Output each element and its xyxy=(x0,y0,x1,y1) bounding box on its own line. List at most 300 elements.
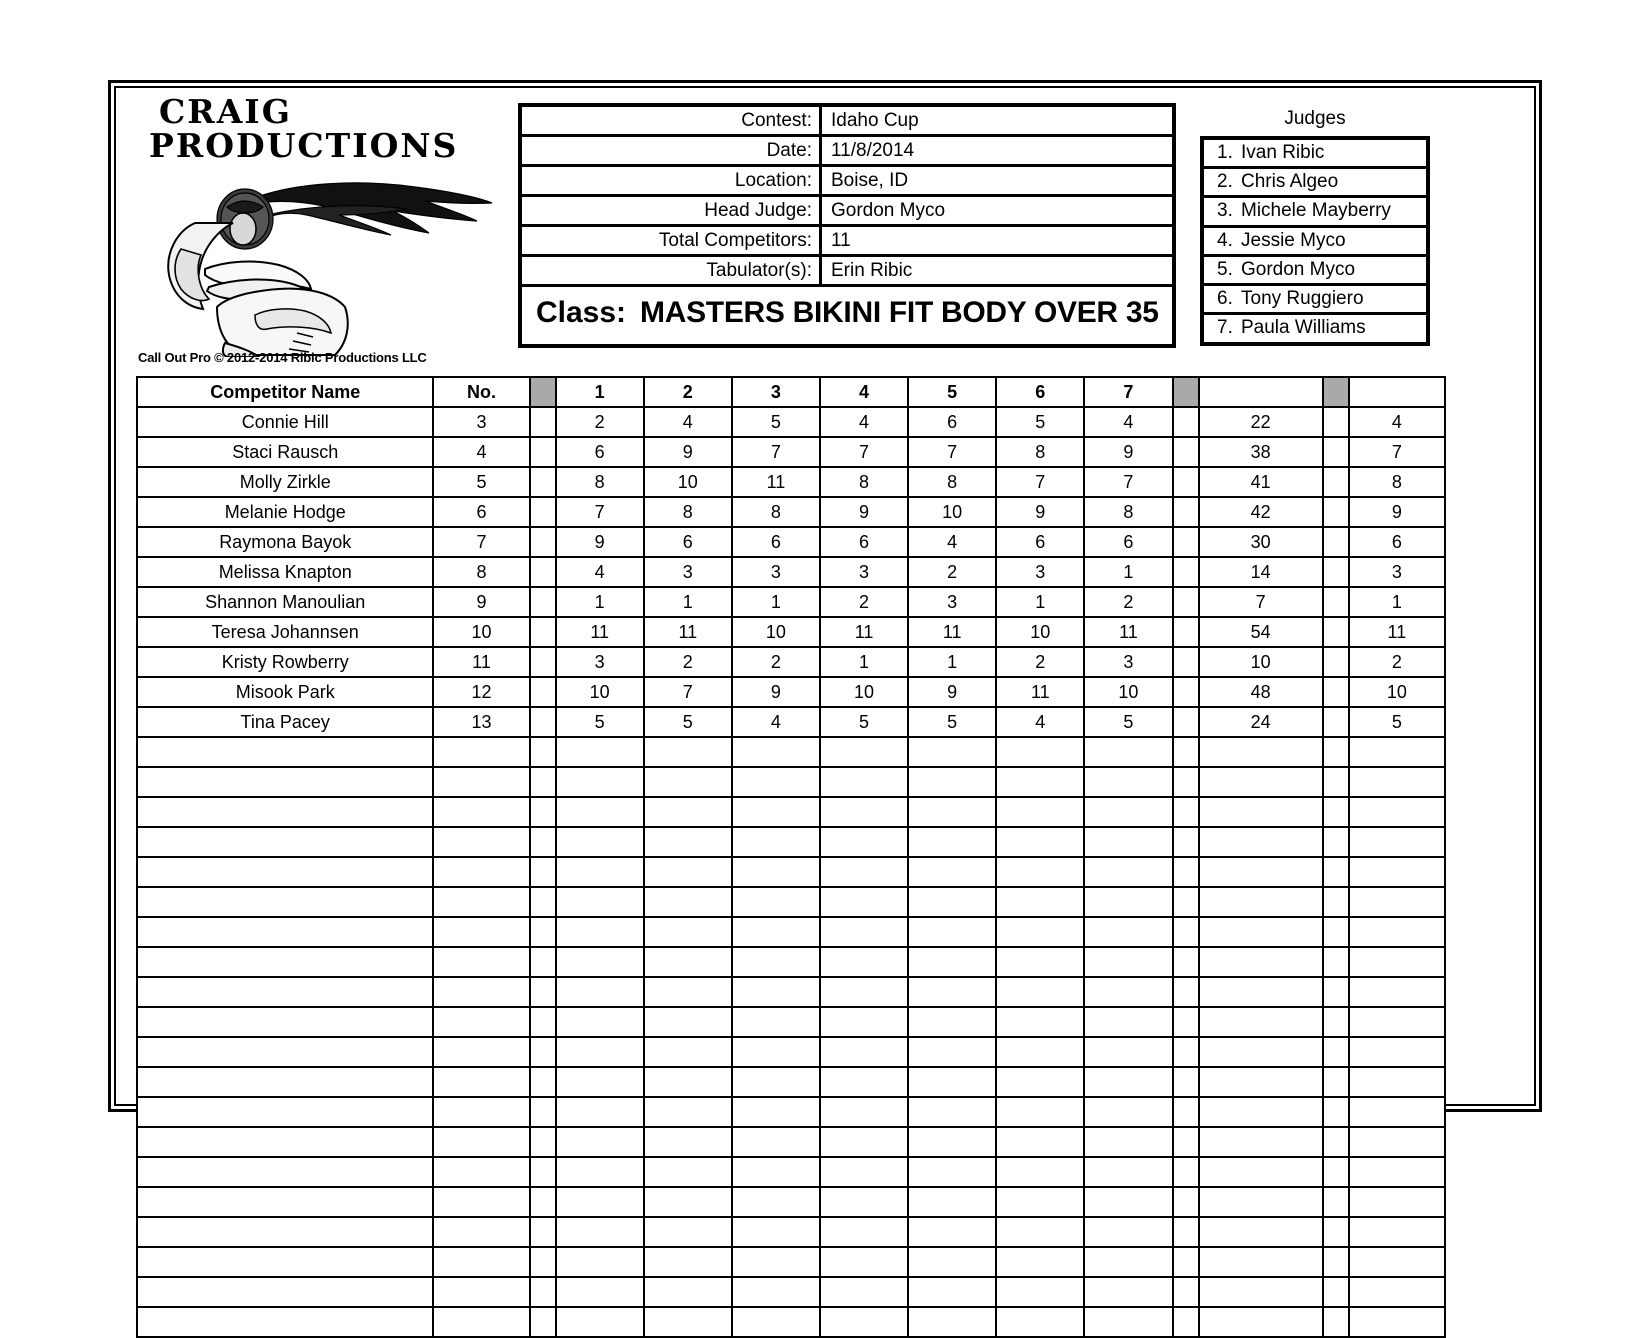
competitor-name-cell[interactable] xyxy=(137,767,433,797)
judge-6-score-cell[interactable] xyxy=(996,1277,1084,1307)
judge-2-score-cell[interactable] xyxy=(644,1007,732,1037)
judge-2-score-cell[interactable] xyxy=(644,1127,732,1157)
judge-4-score-cell[interactable]: 10 xyxy=(820,677,908,707)
judge-6-score-cell[interactable]: 8 xyxy=(996,437,1084,467)
judge-2-score-cell[interactable]: 3 xyxy=(644,557,732,587)
judge-6-score-cell[interactable]: 6 xyxy=(996,527,1084,557)
judge-3-score-cell[interactable] xyxy=(732,977,820,1007)
judge-3-score-cell[interactable] xyxy=(732,947,820,977)
judge-6-score-cell[interactable] xyxy=(996,1007,1084,1037)
judge-3-score-cell[interactable] xyxy=(732,1007,820,1037)
judge-5-score-cell[interactable] xyxy=(908,1097,996,1127)
competitor-number-cell[interactable]: 3 xyxy=(433,407,529,437)
judge-6-score-cell[interactable]: 1 xyxy=(996,587,1084,617)
judge-7-score-cell[interactable] xyxy=(1084,737,1172,767)
judge-3-score-cell[interactable]: 9 xyxy=(732,677,820,707)
judge-3-score-cell[interactable] xyxy=(732,1307,820,1337)
judge-3-score-cell[interactable] xyxy=(732,1157,820,1187)
judge-7-score-cell[interactable] xyxy=(1084,947,1172,977)
table-row[interactable] xyxy=(137,467,1445,497)
judge-3-score-cell[interactable]: 6 xyxy=(732,527,820,557)
judge-7-score-cell[interactable]: 7 xyxy=(1084,467,1172,497)
competitor-number-cell[interactable] xyxy=(433,917,529,947)
competitor-number-cell[interactable] xyxy=(433,1247,529,1277)
judge-1-score-cell[interactable] xyxy=(556,947,644,977)
competitor-name-cell[interactable] xyxy=(137,1247,433,1277)
judge-4-score-cell[interactable] xyxy=(820,1217,908,1247)
judge-4-score-cell[interactable] xyxy=(820,1307,908,1337)
table-row-empty[interactable] xyxy=(137,887,1445,917)
judge-7-score-cell[interactable]: 6 xyxy=(1084,527,1172,557)
judge-5-score-cell[interactable] xyxy=(908,977,996,1007)
table-row[interactable] xyxy=(137,587,1445,617)
judge-1-score-cell[interactable] xyxy=(556,917,644,947)
judge-5-score-cell[interactable]: 10 xyxy=(908,497,996,527)
competitor-name-cell[interactable]: Misook Park xyxy=(137,677,433,707)
judge-6-score-cell[interactable]: 4 xyxy=(996,707,1084,737)
judge-6-score-cell[interactable]: 2 xyxy=(996,647,1084,677)
judge-6-score-cell[interactable] xyxy=(996,827,1084,857)
judge-1-score-cell[interactable] xyxy=(556,1127,644,1157)
judge-5-score-cell[interactable]: 3 xyxy=(908,587,996,617)
judge-4-score-cell[interactable] xyxy=(820,797,908,827)
judge-7-score-cell[interactable]: 11 xyxy=(1084,617,1172,647)
judge-4-score-cell[interactable] xyxy=(820,917,908,947)
competitor-name-cell[interactable]: Shannon Manoulian xyxy=(137,587,433,617)
judge-4-score-cell[interactable]: 9 xyxy=(820,497,908,527)
judge-2-score-cell[interactable] xyxy=(644,827,732,857)
judge-6-score-cell[interactable] xyxy=(996,1187,1084,1217)
judge-3-score-cell[interactable] xyxy=(732,1247,820,1277)
judge-2-score-cell[interactable] xyxy=(644,1037,732,1067)
judge-4-score-cell[interactable]: 3 xyxy=(820,557,908,587)
judge-5-score-cell[interactable] xyxy=(908,1007,996,1037)
judge-1-score-cell[interactable] xyxy=(556,1097,644,1127)
competitor-name-cell[interactable]: Tina Pacey xyxy=(137,707,433,737)
competitor-number-cell[interactable] xyxy=(433,1217,529,1247)
competitor-number-cell[interactable] xyxy=(433,1277,529,1307)
judge-7-score-cell[interactable] xyxy=(1084,917,1172,947)
table-row-empty[interactable] xyxy=(137,1127,1445,1157)
judge-4-score-cell[interactable] xyxy=(820,1127,908,1157)
judge-3-score-cell[interactable] xyxy=(732,1067,820,1097)
competitor-name-cell[interactable] xyxy=(137,947,433,977)
judge-3-score-cell[interactable] xyxy=(732,827,820,857)
judge-3-score-cell[interactable]: 11 xyxy=(732,467,820,497)
table-row-empty[interactable] xyxy=(137,827,1445,857)
judge-3-score-cell[interactable] xyxy=(732,1127,820,1157)
judge-2-score-cell[interactable] xyxy=(644,1277,732,1307)
competitor-number-cell[interactable] xyxy=(433,857,529,887)
table-row-empty[interactable] xyxy=(137,1037,1445,1067)
judge-2-score-cell[interactable] xyxy=(644,977,732,1007)
table-row-empty[interactable] xyxy=(137,1247,1445,1277)
judge-6-score-cell[interactable] xyxy=(996,1307,1084,1337)
competitor-number-cell[interactable]: 8 xyxy=(433,557,529,587)
judge-7-score-cell[interactable] xyxy=(1084,1217,1172,1247)
judge-4-score-cell[interactable] xyxy=(820,977,908,1007)
table-row-empty[interactable] xyxy=(137,1157,1445,1187)
judge-2-score-cell[interactable]: 10 xyxy=(644,467,732,497)
judge-7-score-cell[interactable] xyxy=(1084,797,1172,827)
judge-2-score-cell[interactable]: 8 xyxy=(644,497,732,527)
judge-6-score-cell[interactable] xyxy=(996,797,1084,827)
judge-5-score-cell[interactable] xyxy=(908,1247,996,1277)
judge-2-score-cell[interactable]: 6 xyxy=(644,527,732,557)
judge-5-score-cell[interactable] xyxy=(908,767,996,797)
judge-1-score-cell[interactable] xyxy=(556,737,644,767)
judge-2-score-cell[interactable] xyxy=(644,1247,732,1277)
judge-4-score-cell[interactable] xyxy=(820,827,908,857)
competitor-name-cell[interactable] xyxy=(137,1037,433,1067)
competitor-name-cell[interactable]: Staci Rausch xyxy=(137,437,433,467)
judge-1-score-cell[interactable]: 4 xyxy=(556,557,644,587)
table-row-empty[interactable] xyxy=(137,1277,1445,1307)
judge-1-score-cell[interactable]: 2 xyxy=(556,407,644,437)
judge-1-score-cell[interactable] xyxy=(556,827,644,857)
judge-5-score-cell[interactable] xyxy=(908,827,996,857)
judge-2-score-cell[interactable] xyxy=(644,767,732,797)
judge-7-score-cell[interactable]: 2 xyxy=(1084,587,1172,617)
judge-4-score-cell[interactable] xyxy=(820,767,908,797)
judge-7-score-cell[interactable]: 5 xyxy=(1084,707,1172,737)
judge-3-score-cell[interactable] xyxy=(732,1097,820,1127)
judge-5-score-cell[interactable]: 8 xyxy=(908,467,996,497)
judge-6-score-cell[interactable] xyxy=(996,1097,1084,1127)
judge-2-score-cell[interactable]: 4 xyxy=(644,407,732,437)
competitor-name-cell[interactable] xyxy=(137,1097,433,1127)
judge-2-score-cell[interactable]: 1 xyxy=(644,587,732,617)
judge-2-score-cell[interactable] xyxy=(644,1217,732,1247)
competitor-name-cell[interactable] xyxy=(137,857,433,887)
judge-2-score-cell[interactable] xyxy=(644,1157,732,1187)
table-row-empty[interactable] xyxy=(137,797,1445,827)
judge-1-score-cell[interactable]: 10 xyxy=(556,677,644,707)
judge-2-score-cell[interactable]: 5 xyxy=(644,707,732,737)
judge-5-score-cell[interactable]: 6 xyxy=(908,407,996,437)
judge-3-score-cell[interactable]: 7 xyxy=(732,437,820,467)
competitor-number-cell[interactable] xyxy=(433,1037,529,1067)
judge-3-score-cell[interactable]: 10 xyxy=(732,617,820,647)
contest-value[interactable]: Idaho Cup xyxy=(831,110,919,131)
judge-1-score-cell[interactable] xyxy=(556,1247,644,1277)
table-row[interactable] xyxy=(137,527,1445,557)
judge-7-score-cell[interactable] xyxy=(1084,887,1172,917)
judge-4-score-cell[interactable] xyxy=(820,1067,908,1097)
judge-1-score-cell[interactable] xyxy=(556,887,644,917)
judge-3-score-cell[interactable] xyxy=(732,767,820,797)
judge-7-score-cell[interactable] xyxy=(1084,1067,1172,1097)
judge-1-score-cell[interactable]: 11 xyxy=(556,617,644,647)
judge-7-score-cell[interactable] xyxy=(1084,1127,1172,1157)
competitor-number-cell[interactable] xyxy=(433,1127,529,1157)
judge-7-score-cell[interactable] xyxy=(1084,1247,1172,1277)
judge-5-score-cell[interactable] xyxy=(908,737,996,767)
table-row-empty[interactable] xyxy=(137,1217,1445,1247)
judge-6-score-cell[interactable] xyxy=(996,767,1084,797)
judge-7-score-cell[interactable] xyxy=(1084,1037,1172,1067)
judge-7-score-cell[interactable] xyxy=(1084,767,1172,797)
table-row[interactable] xyxy=(137,707,1445,737)
competitor-number-cell[interactable] xyxy=(433,1157,529,1187)
competitor-name-cell[interactable] xyxy=(137,1157,433,1187)
judge-2-score-cell[interactable] xyxy=(644,857,732,887)
judge-6-score-cell[interactable] xyxy=(996,1037,1084,1067)
judge-4-score-cell[interactable]: 2 xyxy=(820,587,908,617)
competitor-number-cell[interactable]: 9 xyxy=(433,587,529,617)
competitor-name-cell[interactable]: Melissa Knapton xyxy=(137,557,433,587)
judge-6-score-cell[interactable]: 7 xyxy=(996,467,1084,497)
judge-7-score-cell[interactable]: 10 xyxy=(1084,677,1172,707)
judge-7-score-cell[interactable] xyxy=(1084,1307,1172,1337)
judge-5-score-cell[interactable] xyxy=(908,947,996,977)
table-row-empty[interactable] xyxy=(137,977,1445,1007)
judge-4-score-cell[interactable]: 1 xyxy=(820,647,908,677)
competitor-name-cell[interactable]: Melanie Hodge xyxy=(137,497,433,527)
judge-2-score-cell[interactable] xyxy=(644,737,732,767)
judge-7-score-cell[interactable]: 9 xyxy=(1084,437,1172,467)
judge-1-score-cell[interactable] xyxy=(556,1007,644,1037)
date-value[interactable]: 11/8/2014 xyxy=(831,140,915,161)
competitor-number-cell[interactable]: 6 xyxy=(433,497,529,527)
judge-5-score-cell[interactable] xyxy=(908,1127,996,1157)
table-row-empty[interactable] xyxy=(137,737,1445,767)
judge-5-score-cell[interactable] xyxy=(908,1307,996,1337)
judge-1-score-cell[interactable] xyxy=(556,1067,644,1097)
competitor-name-cell[interactable]: Raymona Bayok xyxy=(137,527,433,557)
judge-3-score-cell[interactable]: 8 xyxy=(732,497,820,527)
judge-5-score-cell[interactable] xyxy=(908,797,996,827)
judge-1-score-cell[interactable]: 7 xyxy=(556,497,644,527)
judge-2-score-cell[interactable] xyxy=(644,1307,732,1337)
judge-1-score-cell[interactable] xyxy=(556,857,644,887)
competitor-number-cell[interactable] xyxy=(433,977,529,1007)
competitor-name-cell[interactable] xyxy=(137,917,433,947)
competitor-number-cell[interactable] xyxy=(433,887,529,917)
competitor-name-cell[interactable]: Molly Zirkle xyxy=(137,467,433,497)
total-competitors-value[interactable]: 11 xyxy=(831,230,851,251)
judge-4-score-cell[interactable]: 4 xyxy=(820,407,908,437)
judge-7-score-cell[interactable] xyxy=(1084,1007,1172,1037)
judge-6-score-cell[interactable] xyxy=(996,1247,1084,1277)
judge-6-score-cell[interactable] xyxy=(996,737,1084,767)
judge-5-score-cell[interactable] xyxy=(908,857,996,887)
judge-7-score-cell[interactable] xyxy=(1084,1277,1172,1307)
judge-4-score-cell[interactable] xyxy=(820,887,908,917)
judge-6-score-cell[interactable] xyxy=(996,857,1084,887)
judge-6-score-cell[interactable] xyxy=(996,1067,1084,1097)
judge-6-score-cell[interactable] xyxy=(996,1127,1084,1157)
judge-3-score-cell[interactable]: 5 xyxy=(732,407,820,437)
judge-7-score-cell[interactable] xyxy=(1084,977,1172,1007)
judge-1-score-cell[interactable] xyxy=(556,1277,644,1307)
judge-2-score-cell[interactable] xyxy=(644,947,732,977)
judge-5-score-cell[interactable] xyxy=(908,1217,996,1247)
judge-3-score-cell[interactable] xyxy=(732,797,820,827)
competitor-number-cell[interactable]: 10 xyxy=(433,617,529,647)
competitor-number-cell[interactable] xyxy=(433,737,529,767)
judge-5-score-cell[interactable] xyxy=(908,1277,996,1307)
judge-6-score-cell[interactable] xyxy=(996,947,1084,977)
judge-2-score-cell[interactable]: 9 xyxy=(644,437,732,467)
judge-7-score-cell[interactable] xyxy=(1084,1097,1172,1127)
competitor-name-cell[interactable] xyxy=(137,797,433,827)
judge-2-score-cell[interactable] xyxy=(644,1067,732,1097)
judge-3-score-cell[interactable] xyxy=(732,737,820,767)
competitor-name-cell[interactable] xyxy=(137,977,433,1007)
judge-3-score-cell[interactable] xyxy=(732,1277,820,1307)
judge-1-score-cell[interactable]: 3 xyxy=(556,647,644,677)
judge-5-score-cell[interactable] xyxy=(908,1067,996,1097)
judge-6-score-cell[interactable] xyxy=(996,977,1084,1007)
competitor-number-cell[interactable]: 5 xyxy=(433,467,529,497)
judge-6-score-cell[interactable]: 9 xyxy=(996,497,1084,527)
judge-4-score-cell[interactable]: 6 xyxy=(820,527,908,557)
competitor-name-cell[interactable] xyxy=(137,1127,433,1157)
judge-3-score-cell[interactable]: 3 xyxy=(732,557,820,587)
judge-6-score-cell[interactable]: 3 xyxy=(996,557,1084,587)
table-row-empty[interactable] xyxy=(137,767,1445,797)
judge-5-score-cell[interactable]: 1 xyxy=(908,647,996,677)
judge-3-score-cell[interactable]: 4 xyxy=(732,707,820,737)
tabulators-value[interactable]: Erin Ribic xyxy=(831,260,913,281)
judge-4-score-cell[interactable] xyxy=(820,1247,908,1277)
competitor-name-cell[interactable]: Kristy Rowberry xyxy=(137,647,433,677)
judge-6-score-cell[interactable] xyxy=(996,1217,1084,1247)
competitor-number-cell[interactable]: 7 xyxy=(433,527,529,557)
competitor-name-cell[interactable]: Teresa Johannsen xyxy=(137,617,433,647)
judge-2-score-cell[interactable] xyxy=(644,1097,732,1127)
competitor-name-cell[interactable] xyxy=(137,1307,433,1337)
competitor-number-cell[interactable] xyxy=(433,827,529,857)
judge-1-score-cell[interactable] xyxy=(556,977,644,1007)
judge-1-score-cell[interactable]: 6 xyxy=(556,437,644,467)
judge-5-score-cell[interactable]: 9 xyxy=(908,677,996,707)
judge-5-score-cell[interactable] xyxy=(908,887,996,917)
competitor-name-cell[interactable] xyxy=(137,1217,433,1247)
judge-3-score-cell[interactable] xyxy=(732,917,820,947)
competitor-number-cell[interactable] xyxy=(433,947,529,977)
table-row-empty[interactable] xyxy=(137,857,1445,887)
judge-1-score-cell[interactable]: 5 xyxy=(556,707,644,737)
competitor-number-cell[interactable]: 4 xyxy=(433,437,529,467)
judge-4-score-cell[interactable]: 11 xyxy=(820,617,908,647)
competitor-number-cell[interactable] xyxy=(433,1187,529,1217)
table-row-empty[interactable] xyxy=(137,1307,1445,1337)
judge-4-score-cell[interactable] xyxy=(820,737,908,767)
judge-6-score-cell[interactable] xyxy=(996,887,1084,917)
competitor-number-cell[interactable] xyxy=(433,767,529,797)
table-row[interactable] xyxy=(137,617,1445,647)
judge-3-score-cell[interactable]: 1 xyxy=(732,587,820,617)
judge-7-score-cell[interactable]: 4 xyxy=(1084,407,1172,437)
judge-5-score-cell[interactable]: 11 xyxy=(908,617,996,647)
judge-1-score-cell[interactable]: 9 xyxy=(556,527,644,557)
table-row-empty[interactable] xyxy=(137,1187,1445,1217)
judge-7-score-cell[interactable] xyxy=(1084,827,1172,857)
judge-2-score-cell[interactable] xyxy=(644,887,732,917)
judge-7-score-cell[interactable] xyxy=(1084,1187,1172,1217)
competitor-number-cell[interactable]: 11 xyxy=(433,647,529,677)
judge-7-score-cell[interactable]: 3 xyxy=(1084,647,1172,677)
judge-2-score-cell[interactable] xyxy=(644,1187,732,1217)
judge-3-score-cell[interactable] xyxy=(732,1217,820,1247)
competitor-number-cell[interactable]: 12 xyxy=(433,677,529,707)
judge-1-score-cell[interactable] xyxy=(556,1157,644,1187)
competitor-name-cell[interactable] xyxy=(137,827,433,857)
judge-2-score-cell[interactable] xyxy=(644,917,732,947)
table-row-empty[interactable] xyxy=(137,1097,1445,1127)
judge-4-score-cell[interactable] xyxy=(820,1187,908,1217)
judge-1-score-cell[interactable] xyxy=(556,1217,644,1247)
judge-7-score-cell[interactable]: 1 xyxy=(1084,557,1172,587)
judge-1-score-cell[interactable] xyxy=(556,1187,644,1217)
table-row[interactable] xyxy=(137,497,1445,527)
judge-4-score-cell[interactable] xyxy=(820,1007,908,1037)
judge-4-score-cell[interactable]: 7 xyxy=(820,437,908,467)
judge-3-score-cell[interactable] xyxy=(732,1037,820,1067)
judge-3-score-cell[interactable] xyxy=(732,1187,820,1217)
judge-1-score-cell[interactable] xyxy=(556,1037,644,1067)
judge-1-score-cell[interactable] xyxy=(556,797,644,827)
judge-3-score-cell[interactable] xyxy=(732,887,820,917)
judge-6-score-cell[interactable] xyxy=(996,1157,1084,1187)
table-row-empty[interactable] xyxy=(137,1067,1445,1097)
judge-1-score-cell[interactable]: 8 xyxy=(556,467,644,497)
judge-6-score-cell[interactable] xyxy=(996,917,1084,947)
judge-4-score-cell[interactable] xyxy=(820,1277,908,1307)
judge-5-score-cell[interactable]: 7 xyxy=(908,437,996,467)
judge-4-score-cell[interactable] xyxy=(820,857,908,887)
judge-4-score-cell[interactable] xyxy=(820,947,908,977)
judge-2-score-cell[interactable]: 7 xyxy=(644,677,732,707)
judge-5-score-cell[interactable]: 4 xyxy=(908,527,996,557)
judge-6-score-cell[interactable]: 5 xyxy=(996,407,1084,437)
judge-2-score-cell[interactable]: 11 xyxy=(644,617,732,647)
competitor-number-cell[interactable] xyxy=(433,1067,529,1097)
competitor-number-cell[interactable] xyxy=(433,797,529,827)
competitor-name-cell[interactable] xyxy=(137,1277,433,1307)
table-row-empty[interactable] xyxy=(137,917,1445,947)
table-row[interactable] xyxy=(137,647,1445,677)
table-row-empty[interactable] xyxy=(137,947,1445,977)
judge-6-score-cell[interactable]: 10 xyxy=(996,617,1084,647)
competitor-name-cell[interactable] xyxy=(137,737,433,767)
judge-1-score-cell[interactable]: 1 xyxy=(556,587,644,617)
judge-2-score-cell[interactable]: 2 xyxy=(644,647,732,677)
judge-7-score-cell[interactable] xyxy=(1084,857,1172,887)
judge-6-score-cell[interactable]: 11 xyxy=(996,677,1084,707)
judge-5-score-cell[interactable] xyxy=(908,1157,996,1187)
judge-5-score-cell[interactable]: 2 xyxy=(908,557,996,587)
location-value[interactable]: Boise, ID xyxy=(831,170,909,191)
judge-1-score-cell[interactable] xyxy=(556,767,644,797)
head-judge-value[interactable]: Gordon Myco xyxy=(831,200,946,221)
competitor-number-cell[interactable] xyxy=(433,1307,529,1337)
competitor-number-cell[interactable] xyxy=(433,1097,529,1127)
competitor-name-cell[interactable] xyxy=(137,1187,433,1217)
judge-7-score-cell[interactable] xyxy=(1084,1157,1172,1187)
judge-4-score-cell[interactable]: 5 xyxy=(820,707,908,737)
judge-4-score-cell[interactable] xyxy=(820,1157,908,1187)
competitor-name-cell[interactable] xyxy=(137,1007,433,1037)
judge-4-score-cell[interactable]: 8 xyxy=(820,467,908,497)
competitor-name-cell[interactable]: Connie Hill xyxy=(137,407,433,437)
judge-7-score-cell[interactable]: 8 xyxy=(1084,497,1172,527)
competitor-number-cell[interactable] xyxy=(433,1007,529,1037)
table-row[interactable] xyxy=(137,407,1445,437)
competitor-number-cell[interactable]: 13 xyxy=(433,707,529,737)
